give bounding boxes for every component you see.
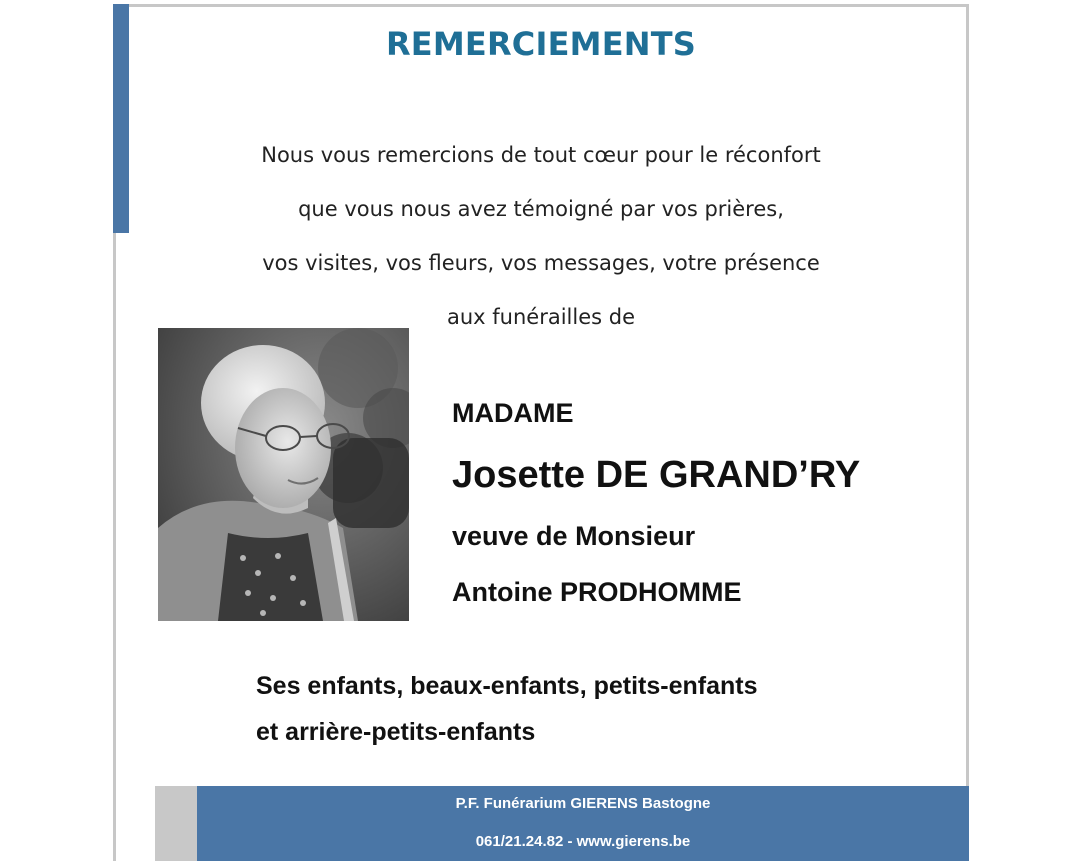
- widow-of-label: veuve de Monsieur: [452, 521, 696, 551]
- spouse-name: Antoine PRODHOMME: [452, 577, 742, 607]
- message-line-1: Nous vous remercions de tout cœur pour le réconfort: [261, 143, 821, 167]
- deceased-name: Josette DE GRAND’RY: [452, 454, 861, 496]
- honorific: MADAME: [452, 398, 574, 428]
- family-line-2: et arrière-petits-enfants: [256, 718, 536, 746]
- message-line-3: vos visites, vos fleurs, vos messages, votre présence: [262, 251, 820, 275]
- footer-contact: 061/21.24.82 - www.gierens.be: [475, 833, 691, 850]
- family-line-1: Ses enfants, beaux-enfants, petits-enfants: [256, 672, 758, 700]
- message-line-4: aux funérailles de: [446, 305, 635, 329]
- footer-gray-block: [155, 786, 197, 861]
- portrait-photo: [158, 328, 409, 621]
- page-title: REMERCIEMENTS: [385, 25, 697, 63]
- portrait-photo-icon: [158, 328, 409, 621]
- footer-company: P.F. Funérarium GIERENS Bastogne: [455, 795, 711, 812]
- message-line-2: que vous nous avez témoigné par vos prières,: [298, 197, 784, 221]
